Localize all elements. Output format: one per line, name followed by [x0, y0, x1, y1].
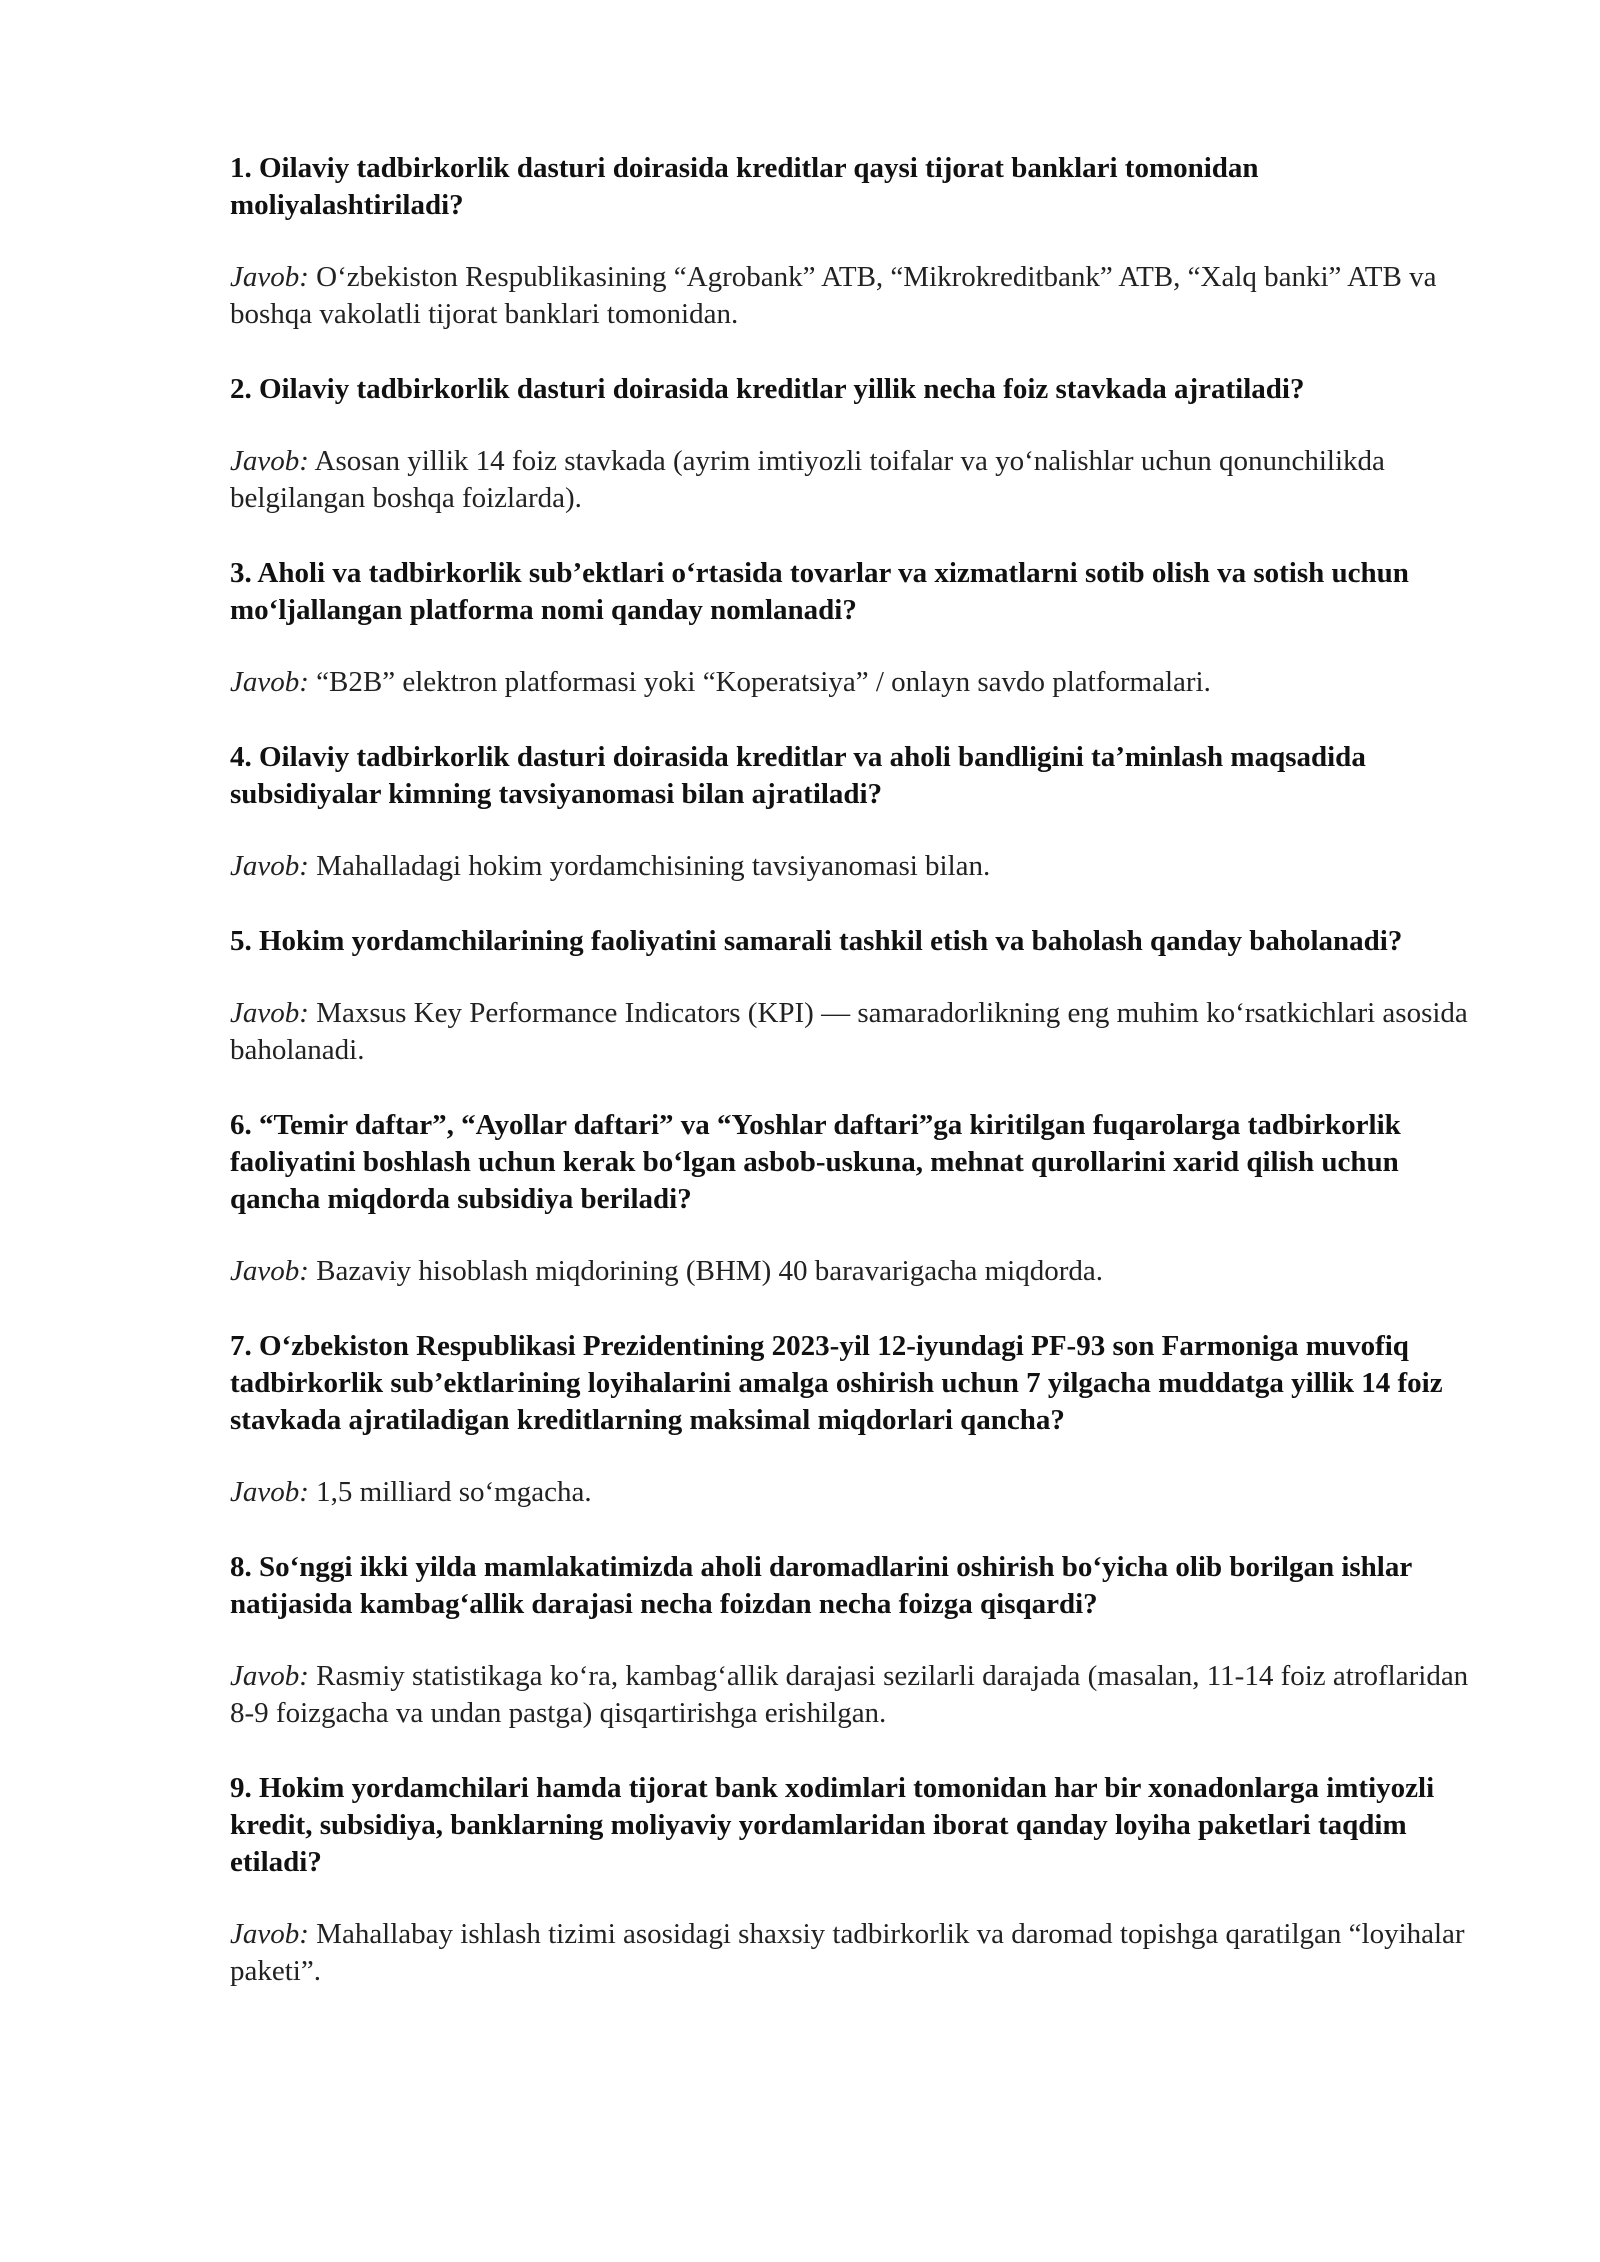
answer-text: Bazaviy hisoblash miqdorining (BHM) 40 baravarigacha miqdorda. — [308, 1255, 1103, 1287]
answer-text: Maxsus Key Performance Indicators (KPI) — samaradorlikning eng muhim ko‘rsatkichlari asosida baholanadi. — [230, 997, 1468, 1066]
answer-label: Javob: — [230, 1255, 309, 1287]
qa-item-8 — [230, 1549, 1490, 1732]
answer-text: O‘zbekiston Respublikasining “Agrobank” ATB, “Mikrokreditbank” ATB, “Xalq banki” ATB va boshqa vakolatli tijorat banklari tomonidan. — [230, 261, 1437, 330]
answer-4 — [230, 848, 1490, 885]
answer-7 — [230, 1474, 1490, 1511]
qa-item-9 — [230, 1770, 1490, 1990]
qa-item-5 — [230, 923, 1490, 1069]
question-8: 8. So‘nggi ikki yilda mamlakatimizda aholi daromadlarini oshirish bo‘yicha olib borilgan ishlar natijasida kambag‘allik darajasi necha foizdan necha foizga qisqardi? — [230, 1551, 1412, 1620]
answer-label: Javob: — [230, 261, 309, 293]
answer-8 — [230, 1658, 1490, 1732]
qa-item-6 — [230, 1107, 1490, 1290]
qa-item-7 — [230, 1328, 1490, 1511]
answer-text: 1,5 milliard so‘mgacha. — [308, 1476, 592, 1508]
answer-label: Javob: — [230, 1918, 309, 1950]
qa-item-2 — [230, 371, 1490, 517]
question-2: 2. Oilaviy tadbirkorlik dasturi doirasida kreditlar yillik necha foiz stavkada ajratiladi? — [230, 373, 1305, 405]
answer-3 — [230, 664, 1490, 701]
answer-label: Javob: — [230, 997, 309, 1029]
answer-9 — [230, 1916, 1490, 1990]
answer-text: Mahallabay ishlash tizimi asosidagi shaxsiy tadbirkorlik va daromad topishga qaratilgan “loyihalar paketi”. — [230, 1918, 1465, 1987]
question-9: 9. Hokim yordamchilari hamda tijorat bank xodimlari tomonidan har bir xonadonlarga imtiyozli kredit, subsidiya, banklarning moliyaviy yordamlaridan iborat qanday loyiha paketlari taqdim etiladi? — [230, 1772, 1435, 1878]
answer-text: Asosan yillik 14 foiz stavkada (ayrim imtiyozli toifalar va yo‘nalishlar uchun qonunchilikda belgilangan boshqa foizlarda). — [230, 445, 1385, 514]
answer-text: Rasmiy statistikaga ko‘ra, kambag‘allik darajasi sezilarli darajada (masalan, 11-14 foiz atroflaridan 8-9 foizgacha va undan pastga) qisqartirishga erishilgan. — [230, 1660, 1469, 1729]
answer-2 — [230, 443, 1490, 517]
qa-item-1 — [230, 150, 1490, 333]
question-3: 3. Aholi va tadbirkorlik sub’ektlari o‘rtasida tovarlar va xizmatlarni sotib olish va sotish uchun mo‘ljallangan platforma nomi qanday nomlanadi? — [230, 557, 1409, 626]
answer-6 — [230, 1253, 1490, 1290]
answer-text: “B2B” elektron platformasi yoki “Koperatsiya” / onlayn savdo platformalari. — [308, 666, 1211, 698]
answer-label: Javob: — [230, 445, 309, 477]
answer-label: Javob: — [230, 1476, 309, 1508]
answer-label: Javob: — [230, 666, 309, 698]
qa-item-4 — [230, 739, 1490, 885]
answer-label: Javob: — [230, 1660, 309, 1692]
question-7: 7. O‘zbekiston Respublikasi Prezidentining 2023-yil 12-iyundagi PF-93 son Farmoniga muvofiq tadbirkorlik sub’ektlarining loyihalarini amalga oshirish uchun 7 yilgacha muddatga yillik 14 foiz stavkada ajratiladigan kreditlarning maksimal miqdorlari qancha? — [230, 1330, 1443, 1436]
question-4: 4. Oilaviy tadbirkorlik dasturi doirasida kreditlar va aholi bandligini ta’minlash maqsadida subsidiyalar kimning tavsiyanomasi bilan ajratiladi? — [230, 741, 1366, 810]
qa-list — [230, 150, 1490, 2028]
answer-5 — [230, 995, 1490, 1069]
answer-label: Javob: — [230, 850, 309, 882]
question-1: 1. Oilaviy tadbirkorlik dasturi doirasida kreditlar qaysi tijorat banklari tomonidan moliyalashtiriladi? — [230, 152, 1259, 221]
question-5: 5. Hokim yordamchilarining faoliyatini samarali tashkil etish va baholash qanday baholanadi? — [230, 925, 1403, 957]
answer-text: Mahalladagi hokim yordamchisining tavsiyanomasi bilan. — [308, 850, 991, 882]
question-6: 6. “Temir daftar”, “Ayollar daftari” va “Yoshlar daftari”ga kiritilgan fuqarolarga tadbirkorlik faoliyatini boshlash uchun kerak bo‘lgan asbob-uskuna, mehnat qurollarini xarid qilish uchun qancha miqdorda subsidiya beriladi? — [230, 1109, 1401, 1215]
qa-item-3 — [230, 555, 1490, 701]
answer-1 — [230, 259, 1490, 333]
